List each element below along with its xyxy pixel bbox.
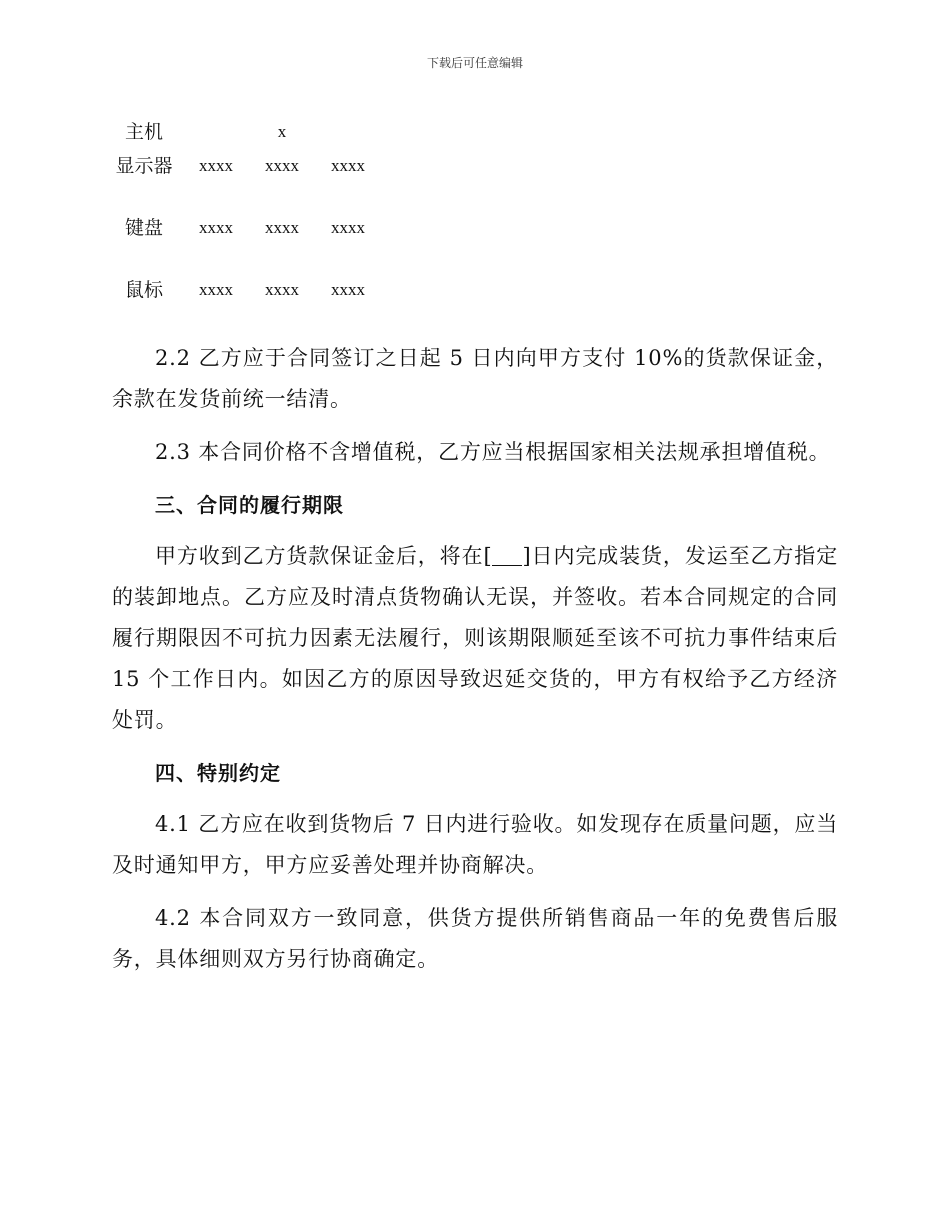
table-row <box>112 214 388 276</box>
table-cell: xxxx <box>199 156 233 175</box>
item-name: 键盘 <box>124 217 163 239</box>
table-row <box>112 276 388 338</box>
table-cell: xxxx <box>199 280 233 299</box>
table-cell: xxxx <box>331 156 365 175</box>
table-row <box>112 152 388 214</box>
table-cell: xxxx <box>331 218 365 237</box>
item-name: 鼠标 <box>124 279 163 301</box>
table-cell: xxxx <box>265 218 299 237</box>
table-cell <box>176 118 256 152</box>
table-cell: xxxx <box>331 280 365 299</box>
document-body <box>112 338 838 992</box>
table-cell: xxxx <box>199 218 233 237</box>
item-name: 显示器 <box>115 155 173 177</box>
table-cell <box>308 118 388 152</box>
product-table <box>112 118 388 338</box>
clause-2-3: 2.3 本合同价格不含增值税，乙方应当根据国家相关法规承担增值税。 <box>155 440 831 464</box>
item-name: 主机 <box>124 121 163 143</box>
section-heading-3: 三、合同的履行期限 <box>155 493 344 517</box>
clause-2-2: 2.2 乙方应于合同签订之日起 5 日内向甲方支付 10%的货款保证金，余款在发货前统一结清。 <box>112 346 838 411</box>
clause-4-1: 4.1 乙方应在收到货物后 7 日内进行验收。如发现存在质量问题，应当及时通知甲方，甲方应妥善处理并协商解决。 <box>112 812 838 877</box>
clause-3-text-end: ]日内完成装货，发运至乙方指定的装卸地点。乙方应及时清点货物确认无误，并签收。若本合同规定的合同履行期限因不可抗力因素无法履行，则该期限顺延至该不可抗力事件结束后 15 个工作日内。如因乙方的原因导致迟延交货的，甲方有权给予乙方经济处罚。 <box>112 544 838 732</box>
table-cell: x <box>277 122 287 141</box>
table-cell: xxxx <box>265 156 299 175</box>
clause-3-text-start: 甲方收到乙方货款保证金后，将在[ <box>155 544 493 568</box>
fill-blank <box>492 543 522 566</box>
table-cell: xxxx <box>265 280 299 299</box>
clause-3-paragraph <box>112 536 838 741</box>
clause-4-2: 4.2 本合同双方一致同意，供货方提供所销售商品一年的免费售后服务，具体细则双方另行协商确定。 <box>112 906 838 971</box>
section-heading-4: 四、特别约定 <box>155 761 281 785</box>
table-row <box>112 118 388 152</box>
page-header: 下载后可任意编辑 <box>426 56 523 70</box>
